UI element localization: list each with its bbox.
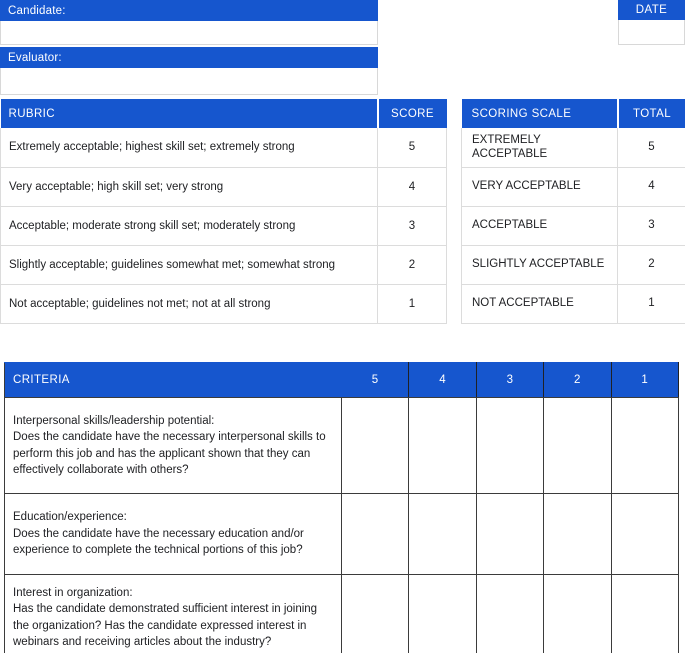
scoring-scale-header-row [462,99,685,128]
rubric-header-row [1,99,447,128]
criteria-header-score-1: 1 [611,363,678,398]
rubric-score: 5 [378,128,447,167]
table-row [1,167,447,206]
table-row [462,128,685,167]
rubric-header-description: RUBRIC [1,99,378,128]
table-row [462,167,685,206]
evaluator-input[interactable] [0,68,378,95]
table-row [1,128,447,167]
criteria-header-score-2: 2 [544,363,611,398]
scoring-scale-name: NOT ACCEPTABLE [462,284,618,323]
criteria-score-cell-4[interactable] [409,398,476,494]
criteria-score-cell-2[interactable] [544,494,611,575]
rubric-score: 2 [378,245,447,284]
table-row [1,245,447,284]
criteria-description [5,494,342,575]
rubric-score: 4 [378,167,447,206]
table-row [462,245,685,284]
rubric-table [0,99,447,324]
scoring-scale-total: 4 [618,167,685,206]
table-row [462,284,685,323]
scoring-scale-total: 5 [618,128,685,167]
criteria-score-cell-5[interactable] [342,575,409,653]
criteria-score-cell-5[interactable] [342,494,409,575]
criteria-score-cell-1[interactable] [611,398,678,494]
criteria-score-cell-1[interactable] [611,494,678,575]
scoring-scale-table [461,99,685,324]
candidate-input[interactable] [0,21,378,45]
evaluator-label: Evaluator: [0,47,378,68]
criteria-title: Education/experience: [13,511,127,524]
criteria-header-score-5: 5 [342,363,409,398]
table-row [5,494,679,575]
rubric-description: Acceptable; moderate strong skill set; moderately strong [1,206,378,245]
rubric-description: Slightly acceptable; guidelines somewhat met; somewhat strong [1,245,378,284]
criteria-title: Interpersonal skills/leadership potential: [13,414,215,427]
criteria-score-cell-5[interactable] [342,398,409,494]
criteria-score-cell-3[interactable] [476,575,543,653]
scoring-scale-name: SLIGHTLY ACCEPTABLE [462,245,618,284]
scoring-scale-header-name: SCORING SCALE [462,99,618,128]
criteria-score-cell-4[interactable] [409,575,476,653]
scoring-scale-name: VERY ACCEPTABLE [462,167,618,206]
table-row [462,206,685,245]
criteria-header-criteria: CRITERIA [5,363,342,398]
date-block [618,0,685,45]
criteria-score-cell-3[interactable] [476,398,543,494]
table-row [1,206,447,245]
criteria-title: Interest in organization: [13,587,133,599]
criteria-body: Does the candidate have the necessary interpersonal skills to perform this job and has the applicant shown that they can effectively collaborate with others? [13,431,326,476]
rubric-description: Very acceptable; high skill set; very strong [1,167,378,206]
rubric-score: 3 [378,206,447,245]
table-row [1,284,447,323]
rubric-description: Not acceptable; guidelines not met; not at all strong [1,284,378,323]
candidate-evaluator-block [0,0,378,95]
criteria-header-score-3: 3 [476,363,543,398]
criteria-header-row [5,363,679,398]
criteria-score-cell-2[interactable] [544,575,611,653]
scoring-scale-total: 3 [618,206,685,245]
criteria-body: Does the candidate have the necessary education and/or experience to complete the technical portions of this job? [13,527,304,557]
scoring-scale-total: 2 [618,245,685,284]
rubric-header-score: SCORE [378,99,447,128]
criteria-score-cell-3[interactable] [476,494,543,575]
rubric-description: Extremely acceptable; highest skill set; extremely strong [1,128,378,167]
candidate-label: Candidate: [0,0,378,21]
criteria-body: Has the candidate demonstrated sufficient interest in joining the organization? Has the candidate expressed interest in webinars and receiving articles about the industry? [13,603,318,649]
criteria-score-cell-1[interactable] [611,575,678,653]
table-row [5,398,679,494]
scoring-scale-total: 1 [618,284,685,323]
table-row [5,575,679,653]
criteria-description [5,575,342,653]
scoring-scale-name: ACCEPTABLE [462,206,618,245]
rubric-score: 1 [378,284,447,323]
criteria-score-cell-4[interactable] [409,494,476,575]
date-label: DATE [618,0,685,20]
date-input[interactable] [618,20,685,45]
criteria-header-score-4: 4 [409,363,476,398]
criteria-score-cell-2[interactable] [544,398,611,494]
scoring-scale-name: EXTREMELY ACCEPTABLE [462,128,618,167]
scoring-scale-header-total: TOTAL [618,99,685,128]
criteria-description [5,398,342,494]
criteria-table [4,362,679,653]
